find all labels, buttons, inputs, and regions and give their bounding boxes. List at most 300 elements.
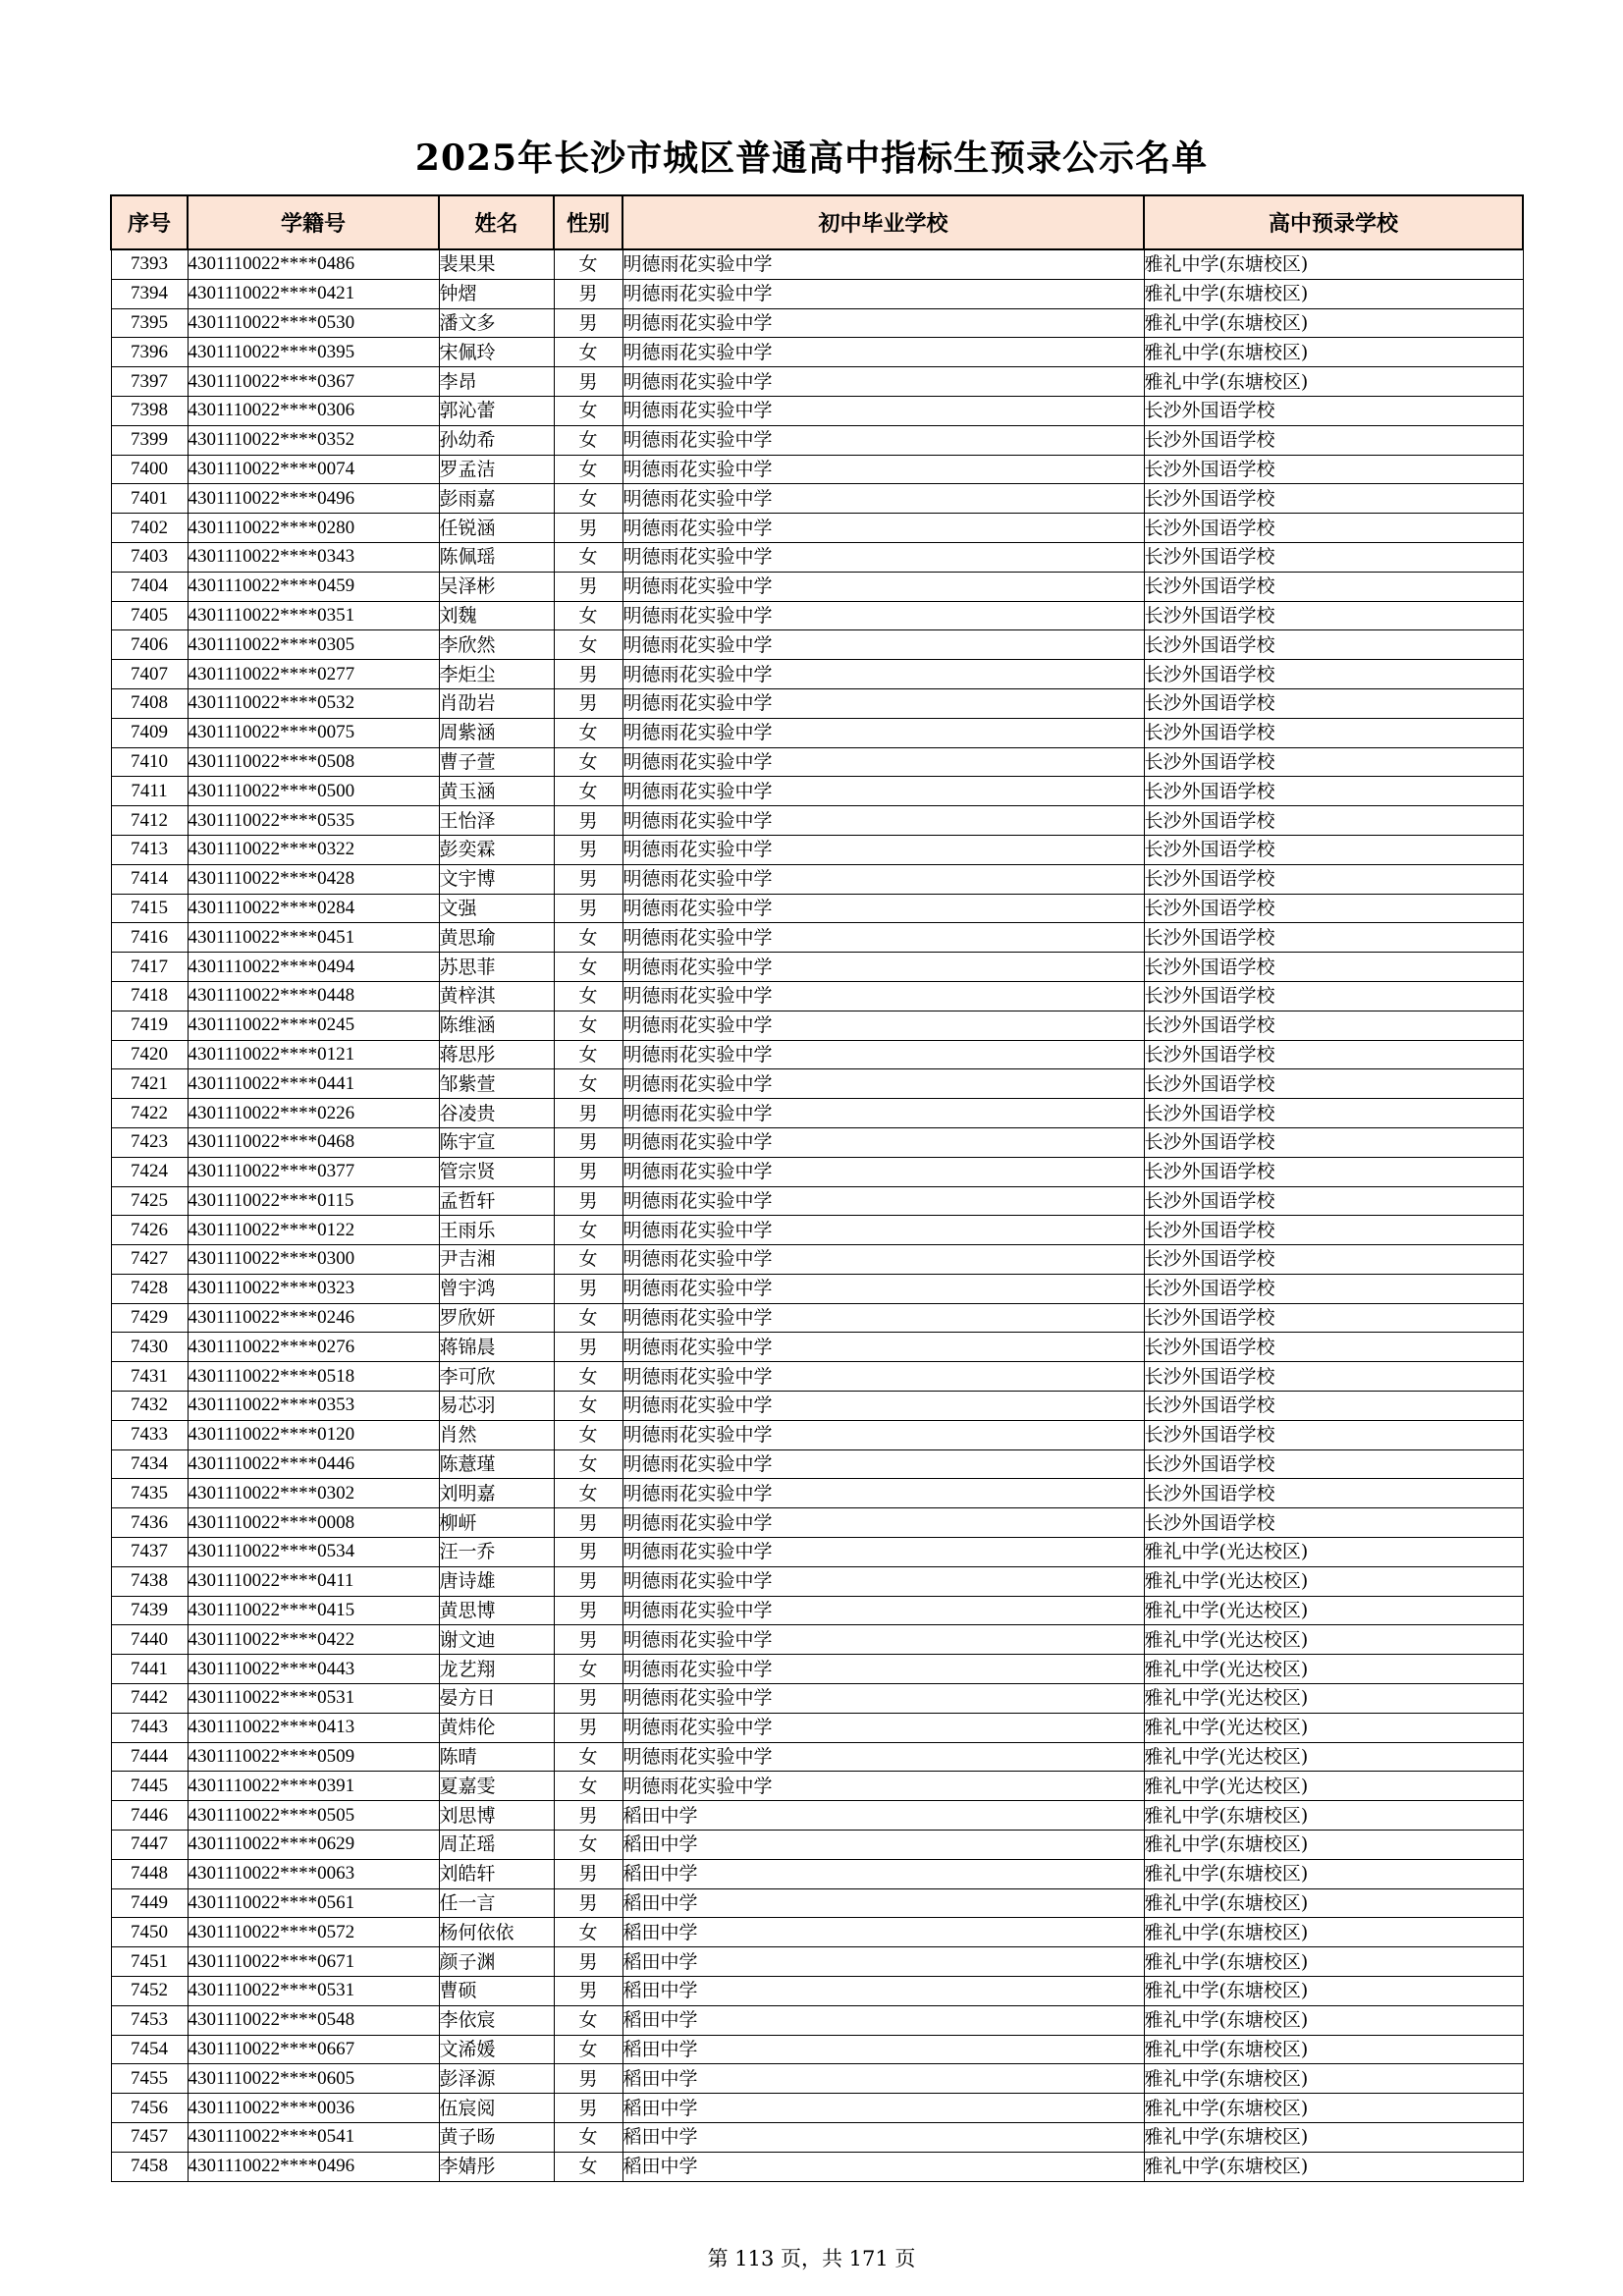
cell-student-id: 4301110022****0245 bbox=[188, 1011, 439, 1040]
cell-name: 肖劭岩 bbox=[439, 688, 554, 718]
cell-seq: 7419 bbox=[111, 1011, 188, 1040]
cell-seq: 7432 bbox=[111, 1392, 188, 1421]
cell-sex: 女 bbox=[554, 777, 622, 806]
cell-name: 伍宸阅 bbox=[439, 2094, 554, 2123]
cell-high-school: 雅礼中学(东塘校区) bbox=[1144, 2035, 1523, 2064]
cell-middle-school: 明德雨花实验中学 bbox=[622, 1508, 1144, 1538]
cell-student-id: 4301110022****0459 bbox=[188, 572, 439, 601]
cell-student-id: 4301110022****0486 bbox=[188, 249, 439, 279]
cell-sex: 女 bbox=[554, 1040, 622, 1069]
cell-student-id: 4301110022****0500 bbox=[188, 777, 439, 806]
table-row bbox=[111, 1420, 1523, 1449]
cell-high-school: 长沙外国语学校 bbox=[1144, 630, 1523, 660]
cell-name: 裴果果 bbox=[439, 249, 554, 279]
cell-name: 李婧彤 bbox=[439, 2152, 554, 2181]
cell-high-school: 雅礼中学(光达校区) bbox=[1144, 1625, 1523, 1655]
cell-name: 李昂 bbox=[439, 367, 554, 397]
cell-high-school: 长沙外国语学校 bbox=[1144, 1011, 1523, 1040]
cell-sex: 女 bbox=[554, 1216, 622, 1245]
cell-name: 潘文多 bbox=[439, 308, 554, 338]
table-row bbox=[111, 1245, 1523, 1275]
cell-sex: 女 bbox=[554, 601, 622, 630]
cell-middle-school: 明德雨花实验中学 bbox=[622, 1655, 1144, 1684]
cell-middle-school: 明德雨花实验中学 bbox=[622, 953, 1144, 982]
cell-middle-school: 稻田中学 bbox=[622, 1831, 1144, 1860]
cell-sex: 男 bbox=[554, 660, 622, 689]
cell-high-school: 雅礼中学(光达校区) bbox=[1144, 1713, 1523, 1742]
cell-sex: 女 bbox=[554, 338, 622, 367]
cell-student-id: 4301110022****0121 bbox=[188, 1040, 439, 1069]
cell-sex: 男 bbox=[554, 1947, 622, 1977]
cell-name: 刘思博 bbox=[439, 1801, 554, 1831]
table-row bbox=[111, 1069, 1523, 1099]
cell-seq: 7444 bbox=[111, 1742, 188, 1772]
cell-middle-school: 明德雨花实验中学 bbox=[622, 1713, 1144, 1742]
cell-sex: 女 bbox=[554, 1362, 622, 1392]
cell-sex: 男 bbox=[554, 1566, 622, 1596]
cell-seq: 7420 bbox=[111, 1040, 188, 1069]
cell-middle-school: 明德雨花实验中学 bbox=[622, 601, 1144, 630]
cell-high-school: 雅礼中学(东塘校区) bbox=[1144, 2123, 1523, 2153]
cell-middle-school: 明德雨花实验中学 bbox=[622, 1127, 1144, 1157]
cell-seq: 7413 bbox=[111, 835, 188, 864]
cell-name: 钟熠 bbox=[439, 279, 554, 308]
cell-name: 彭奕霖 bbox=[439, 835, 554, 864]
cell-sex: 女 bbox=[554, 953, 622, 982]
cell-high-school: 长沙外国语学校 bbox=[1144, 864, 1523, 894]
cell-student-id: 4301110022****0302 bbox=[188, 1479, 439, 1508]
cell-sex: 女 bbox=[554, 396, 622, 425]
cell-high-school: 长沙外国语学校 bbox=[1144, 747, 1523, 777]
cell-sex: 男 bbox=[554, 1186, 622, 1216]
table-row bbox=[111, 1157, 1523, 1186]
cell-middle-school: 明德雨花实验中学 bbox=[622, 1479, 1144, 1508]
table-row bbox=[111, 455, 1523, 484]
cell-student-id: 4301110022****0494 bbox=[188, 953, 439, 982]
cell-seq: 7429 bbox=[111, 1303, 188, 1333]
cell-student-id: 4301110022****0353 bbox=[188, 1392, 439, 1421]
table-row bbox=[111, 572, 1523, 601]
cell-high-school: 长沙外国语学校 bbox=[1144, 1127, 1523, 1157]
cell-high-school: 雅礼中学(东塘校区) bbox=[1144, 1947, 1523, 1977]
cell-middle-school: 稻田中学 bbox=[622, 1918, 1144, 1947]
cell-middle-school: 明德雨花实验中学 bbox=[622, 1157, 1144, 1186]
cell-name: 孟哲轩 bbox=[439, 1186, 554, 1216]
cell-middle-school: 明德雨花实验中学 bbox=[622, 835, 1144, 864]
cell-seq: 7440 bbox=[111, 1625, 188, 1655]
cell-middle-school: 稻田中学 bbox=[622, 1801, 1144, 1831]
cell-seq: 7446 bbox=[111, 1801, 188, 1831]
cell-high-school: 雅礼中学(东塘校区) bbox=[1144, 338, 1523, 367]
cell-name: 任锐涵 bbox=[439, 514, 554, 543]
cell-name: 刘皓轩 bbox=[439, 1859, 554, 1888]
cell-student-id: 4301110022****0629 bbox=[188, 1831, 439, 1860]
cell-middle-school: 明德雨花实验中学 bbox=[622, 572, 1144, 601]
cell-seq: 7400 bbox=[111, 455, 188, 484]
cell-sex: 女 bbox=[554, 484, 622, 514]
cell-sex: 男 bbox=[554, 572, 622, 601]
cell-sex: 男 bbox=[554, 1596, 622, 1625]
cell-seq: 7448 bbox=[111, 1859, 188, 1888]
cell-sex: 女 bbox=[554, 1479, 622, 1508]
table-row bbox=[111, 484, 1523, 514]
cell-sex: 男 bbox=[554, 1977, 622, 2006]
header-high-school: 高中预录学校 bbox=[1144, 195, 1523, 249]
table-row bbox=[111, 1333, 1523, 1362]
table-row bbox=[111, 1596, 1523, 1625]
cell-student-id: 4301110022****0421 bbox=[188, 279, 439, 308]
cell-name: 汪一乔 bbox=[439, 1538, 554, 1567]
cell-high-school: 长沙外国语学校 bbox=[1144, 1245, 1523, 1275]
cell-name: 邹紫萱 bbox=[439, 1069, 554, 1099]
table-row bbox=[111, 2094, 1523, 2123]
cell-student-id: 4301110022****0300 bbox=[188, 1245, 439, 1275]
cell-sex: 女 bbox=[554, 923, 622, 953]
cell-sex: 女 bbox=[554, 747, 622, 777]
cell-high-school: 雅礼中学(东塘校区) bbox=[1144, 1859, 1523, 1888]
cell-student-id: 4301110022****0508 bbox=[188, 747, 439, 777]
cell-middle-school: 明德雨花实验中学 bbox=[622, 1625, 1144, 1655]
table-row bbox=[111, 2064, 1523, 2094]
cell-high-school: 长沙外国语学校 bbox=[1144, 1420, 1523, 1449]
cell-seq: 7421 bbox=[111, 1069, 188, 1099]
cell-seq: 7434 bbox=[111, 1449, 188, 1479]
cell-name: 曹子萱 bbox=[439, 747, 554, 777]
cell-seq: 7410 bbox=[111, 747, 188, 777]
cell-middle-school: 明德雨花实验中学 bbox=[622, 1566, 1144, 1596]
table-row bbox=[111, 2152, 1523, 2181]
cell-student-id: 4301110022****0306 bbox=[188, 396, 439, 425]
cell-high-school: 雅礼中学(光达校区) bbox=[1144, 1684, 1523, 1714]
cell-student-id: 4301110022****0276 bbox=[188, 1333, 439, 1362]
cell-sex: 男 bbox=[554, 864, 622, 894]
table-row bbox=[111, 542, 1523, 572]
cell-seq: 7454 bbox=[111, 2035, 188, 2064]
cell-high-school: 雅礼中学(东塘校区) bbox=[1144, 2064, 1523, 2094]
cell-middle-school: 明德雨花实验中学 bbox=[622, 1449, 1144, 1479]
table-row bbox=[111, 1888, 1523, 1918]
cell-student-id: 4301110022****0305 bbox=[188, 630, 439, 660]
cell-name: 宋佩玲 bbox=[439, 338, 554, 367]
cell-sex: 女 bbox=[554, 718, 622, 747]
cell-middle-school: 明德雨花实验中学 bbox=[622, 425, 1144, 455]
cell-sex: 男 bbox=[554, 1274, 622, 1303]
cell-name: 谷凌贵 bbox=[439, 1099, 554, 1128]
cell-high-school: 雅礼中学(东塘校区) bbox=[1144, 249, 1523, 279]
cell-high-school: 长沙外国语学校 bbox=[1144, 688, 1523, 718]
cell-name: 李可欣 bbox=[439, 1362, 554, 1392]
table-row bbox=[111, 1127, 1523, 1157]
cell-seq: 7452 bbox=[111, 1977, 188, 2006]
cell-high-school: 雅礼中学(东塘校区) bbox=[1144, 367, 1523, 397]
cell-middle-school: 明德雨花实验中学 bbox=[622, 981, 1144, 1011]
cell-sex: 女 bbox=[554, 1449, 622, 1479]
cell-high-school: 雅礼中学(东塘校区) bbox=[1144, 2152, 1523, 2181]
table-row bbox=[111, 1362, 1523, 1392]
cell-name: 郭沁蕾 bbox=[439, 396, 554, 425]
cell-high-school: 长沙外国语学校 bbox=[1144, 806, 1523, 836]
cell-high-school: 雅礼中学(光达校区) bbox=[1144, 1742, 1523, 1772]
cell-seq: 7423 bbox=[111, 1127, 188, 1157]
cell-student-id: 4301110022****0323 bbox=[188, 1274, 439, 1303]
table-row bbox=[111, 2123, 1523, 2153]
cell-middle-school: 稻田中学 bbox=[622, 1859, 1144, 1888]
cell-middle-school: 明德雨花实验中学 bbox=[622, 688, 1144, 718]
cell-high-school: 雅礼中学(东塘校区) bbox=[1144, 1977, 1523, 2006]
cell-name: 蒋思彤 bbox=[439, 1040, 554, 1069]
cell-name: 黄炜伦 bbox=[439, 1713, 554, 1742]
cell-middle-school: 稻田中学 bbox=[622, 2035, 1144, 2064]
cell-name: 刘明嘉 bbox=[439, 1479, 554, 1508]
cell-high-school: 长沙外国语学校 bbox=[1144, 718, 1523, 747]
cell-name: 颜子渊 bbox=[439, 1947, 554, 1977]
cell-name: 刘魏 bbox=[439, 601, 554, 630]
header-sex: 性别 bbox=[554, 195, 622, 249]
table-row bbox=[111, 1625, 1523, 1655]
cell-name: 文宇博 bbox=[439, 864, 554, 894]
cell-seq: 7438 bbox=[111, 1566, 188, 1596]
cell-seq: 7415 bbox=[111, 894, 188, 923]
cell-high-school: 长沙外国语学校 bbox=[1144, 1186, 1523, 1216]
cell-student-id: 4301110022****0667 bbox=[188, 2035, 439, 2064]
cell-student-id: 4301110022****0468 bbox=[188, 1127, 439, 1157]
cell-middle-school: 明德雨花实验中学 bbox=[622, 864, 1144, 894]
table-row bbox=[111, 1713, 1523, 1742]
cell-seq: 7418 bbox=[111, 981, 188, 1011]
cell-high-school: 长沙外国语学校 bbox=[1144, 1508, 1523, 1538]
cell-student-id: 4301110022****0351 bbox=[188, 601, 439, 630]
cell-seq: 7457 bbox=[111, 2123, 188, 2153]
cell-seq: 7456 bbox=[111, 2094, 188, 2123]
cell-seq: 7408 bbox=[111, 688, 188, 718]
cell-sex: 女 bbox=[554, 2035, 622, 2064]
cell-high-school: 雅礼中学(东塘校区) bbox=[1144, 1888, 1523, 1918]
cell-name: 陈宇宣 bbox=[439, 1127, 554, 1157]
table-row bbox=[111, 953, 1523, 982]
cell-middle-school: 明德雨花实验中学 bbox=[622, 1216, 1144, 1245]
table-row bbox=[111, 747, 1523, 777]
table-row bbox=[111, 1684, 1523, 1714]
cell-middle-school: 明德雨花实验中学 bbox=[622, 1274, 1144, 1303]
cell-name: 罗孟洁 bbox=[439, 455, 554, 484]
cell-seq: 7425 bbox=[111, 1186, 188, 1216]
table-row bbox=[111, 308, 1523, 338]
table-row bbox=[111, 367, 1523, 397]
cell-name: 曹硕 bbox=[439, 1977, 554, 2006]
cell-middle-school: 稻田中学 bbox=[622, 2123, 1144, 2153]
cell-seq: 7409 bbox=[111, 718, 188, 747]
cell-name: 曾宇鸿 bbox=[439, 1274, 554, 1303]
cell-middle-school: 明德雨花实验中学 bbox=[622, 894, 1144, 923]
cell-name: 苏思菲 bbox=[439, 953, 554, 982]
cell-sex: 女 bbox=[554, 1011, 622, 1040]
cell-student-id: 4301110022****0411 bbox=[188, 1566, 439, 1596]
cell-sex: 女 bbox=[554, 1655, 622, 1684]
cell-middle-school: 明德雨花实验中学 bbox=[622, 279, 1144, 308]
cell-middle-school: 明德雨花实验中学 bbox=[622, 718, 1144, 747]
table-row bbox=[111, 806, 1523, 836]
cell-sex: 男 bbox=[554, 308, 622, 338]
cell-sex: 男 bbox=[554, 1538, 622, 1567]
cell-name: 李依宸 bbox=[439, 2005, 554, 2035]
cell-middle-school: 稻田中学 bbox=[622, 2152, 1144, 2181]
cell-sex: 女 bbox=[554, 2005, 622, 2035]
cell-middle-school: 明德雨花实验中学 bbox=[622, 747, 1144, 777]
cell-seq: 7405 bbox=[111, 601, 188, 630]
cell-high-school: 雅礼中学(光达校区) bbox=[1144, 1566, 1523, 1596]
table-row bbox=[111, 1392, 1523, 1421]
cell-middle-school: 明德雨花实验中学 bbox=[622, 1186, 1144, 1216]
cell-name: 黄玉涵 bbox=[439, 777, 554, 806]
cell-high-school: 雅礼中学(光达校区) bbox=[1144, 1596, 1523, 1625]
cell-seq: 7451 bbox=[111, 1947, 188, 1977]
cell-name: 李欣然 bbox=[439, 630, 554, 660]
cell-middle-school: 明德雨花实验中学 bbox=[622, 660, 1144, 689]
cell-seq: 7430 bbox=[111, 1333, 188, 1362]
table-row bbox=[111, 894, 1523, 923]
cell-sex: 男 bbox=[554, 1684, 622, 1714]
cell-middle-school: 明德雨花实验中学 bbox=[622, 1245, 1144, 1275]
cell-sex: 男 bbox=[554, 514, 622, 543]
cell-seq: 7426 bbox=[111, 1216, 188, 1245]
cell-sex: 女 bbox=[554, 981, 622, 1011]
cell-seq: 7411 bbox=[111, 777, 188, 806]
cell-sex: 男 bbox=[554, 1888, 622, 1918]
table-row bbox=[111, 1977, 1523, 2006]
cell-name: 柳岍 bbox=[439, 1508, 554, 1538]
roster-table bbox=[110, 194, 1524, 2182]
cell-sex: 男 bbox=[554, 1333, 622, 1362]
table-row bbox=[111, 396, 1523, 425]
cell-high-school: 长沙外国语学校 bbox=[1144, 981, 1523, 1011]
cell-student-id: 4301110022****0531 bbox=[188, 1684, 439, 1714]
cell-student-id: 4301110022****0530 bbox=[188, 308, 439, 338]
cell-sex: 女 bbox=[554, 1303, 622, 1333]
cell-name: 陈佩瑶 bbox=[439, 542, 554, 572]
cell-high-school: 长沙外国语学校 bbox=[1144, 542, 1523, 572]
cell-sex: 女 bbox=[554, 1392, 622, 1421]
cell-seq: 7417 bbox=[111, 953, 188, 982]
cell-student-id: 4301110022****0008 bbox=[188, 1508, 439, 1538]
cell-sex: 女 bbox=[554, 2152, 622, 2181]
cell-name: 陈晴 bbox=[439, 1742, 554, 1772]
cell-student-id: 4301110022****0352 bbox=[188, 425, 439, 455]
table-row bbox=[111, 718, 1523, 747]
cell-high-school: 长沙外国语学校 bbox=[1144, 1479, 1523, 1508]
header-name: 姓名 bbox=[439, 195, 554, 249]
cell-middle-school: 明德雨花实验中学 bbox=[622, 542, 1144, 572]
cell-high-school: 长沙外国语学校 bbox=[1144, 1216, 1523, 1245]
table-row bbox=[111, 1801, 1523, 1831]
cell-student-id: 4301110022****0534 bbox=[188, 1538, 439, 1567]
cell-sex: 女 bbox=[554, 1772, 622, 1801]
cell-seq: 7428 bbox=[111, 1274, 188, 1303]
cell-student-id: 4301110022****0441 bbox=[188, 1069, 439, 1099]
cell-middle-school: 明德雨花实验中学 bbox=[622, 1333, 1144, 1362]
cell-name: 李炬尘 bbox=[439, 660, 554, 689]
cell-student-id: 4301110022****0277 bbox=[188, 660, 439, 689]
cell-seq: 7412 bbox=[111, 806, 188, 836]
cell-seq: 7445 bbox=[111, 1772, 188, 1801]
table-row bbox=[111, 777, 1523, 806]
cell-middle-school: 稻田中学 bbox=[622, 1977, 1144, 2006]
header-student-id: 学籍号 bbox=[188, 195, 439, 249]
cell-name: 谢文迪 bbox=[439, 1625, 554, 1655]
cell-name: 文强 bbox=[439, 894, 554, 923]
cell-student-id: 4301110022****0413 bbox=[188, 1713, 439, 1742]
cell-name: 王雨乐 bbox=[439, 1216, 554, 1245]
cell-high-school: 雅礼中学(东塘校区) bbox=[1144, 1918, 1523, 1947]
cell-middle-school: 明德雨花实验中学 bbox=[622, 1420, 1144, 1449]
cell-seq: 7398 bbox=[111, 396, 188, 425]
cell-sex: 男 bbox=[554, 2064, 622, 2094]
cell-seq: 7407 bbox=[111, 660, 188, 689]
table-row bbox=[111, 864, 1523, 894]
cell-middle-school: 明德雨花实验中学 bbox=[622, 1538, 1144, 1567]
cell-high-school: 雅礼中学(东塘校区) bbox=[1144, 1801, 1523, 1831]
cell-high-school: 长沙外国语学校 bbox=[1144, 777, 1523, 806]
table-row bbox=[111, 923, 1523, 953]
cell-high-school: 长沙外国语学校 bbox=[1144, 1157, 1523, 1186]
cell-high-school: 雅礼中学(光达校区) bbox=[1144, 1538, 1523, 1567]
roster-body bbox=[111, 249, 1523, 2181]
cell-middle-school: 明德雨花实验中学 bbox=[622, 396, 1144, 425]
cell-high-school: 长沙外国语学校 bbox=[1144, 1333, 1523, 1362]
cell-student-id: 4301110022****0367 bbox=[188, 367, 439, 397]
cell-middle-school: 明德雨花实验中学 bbox=[622, 455, 1144, 484]
cell-seq: 7393 bbox=[111, 249, 188, 279]
cell-seq: 7399 bbox=[111, 425, 188, 455]
cell-middle-school: 明德雨花实验中学 bbox=[622, 1362, 1144, 1392]
cell-sex: 男 bbox=[554, 1508, 622, 1538]
cell-student-id: 4301110022****0428 bbox=[188, 864, 439, 894]
cell-student-id: 4301110022****0548 bbox=[188, 2005, 439, 2035]
table-row bbox=[111, 630, 1523, 660]
cell-seq: 7416 bbox=[111, 923, 188, 953]
cell-student-id: 4301110022****0509 bbox=[188, 1742, 439, 1772]
cell-seq: 7436 bbox=[111, 1508, 188, 1538]
cell-middle-school: 明德雨花实验中学 bbox=[622, 1040, 1144, 1069]
cell-middle-school: 明德雨花实验中学 bbox=[622, 1392, 1144, 1421]
cell-sex: 男 bbox=[554, 1099, 622, 1128]
cell-high-school: 长沙外国语学校 bbox=[1144, 894, 1523, 923]
cell-name: 龙艺翔 bbox=[439, 1655, 554, 1684]
cell-student-id: 4301110022****0531 bbox=[188, 1977, 439, 2006]
cell-seq: 7443 bbox=[111, 1713, 188, 1742]
cell-middle-school: 明德雨花实验中学 bbox=[622, 484, 1144, 514]
cell-name: 文浠媛 bbox=[439, 2035, 554, 2064]
cell-sex: 男 bbox=[554, 279, 622, 308]
cell-seq: 7437 bbox=[111, 1538, 188, 1567]
cell-seq: 7404 bbox=[111, 572, 188, 601]
cell-student-id: 4301110022****0343 bbox=[188, 542, 439, 572]
cell-high-school: 长沙外国语学校 bbox=[1144, 514, 1523, 543]
cell-sex: 男 bbox=[554, 1713, 622, 1742]
cell-sex: 男 bbox=[554, 835, 622, 864]
cell-seq: 7406 bbox=[111, 630, 188, 660]
cell-high-school: 长沙外国语学校 bbox=[1144, 1069, 1523, 1099]
cell-student-id: 4301110022****0496 bbox=[188, 2152, 439, 2181]
table-row bbox=[111, 1831, 1523, 1860]
cell-seq: 7439 bbox=[111, 1596, 188, 1625]
cell-student-id: 4301110022****0505 bbox=[188, 1801, 439, 1831]
cell-middle-school: 明德雨花实验中学 bbox=[622, 1303, 1144, 1333]
cell-student-id: 4301110022****0422 bbox=[188, 1625, 439, 1655]
cell-middle-school: 明德雨花实验中学 bbox=[622, 1596, 1144, 1625]
cell-sex: 女 bbox=[554, 1831, 622, 1860]
table-row bbox=[111, 660, 1523, 689]
cell-student-id: 4301110022****0036 bbox=[188, 2094, 439, 2123]
